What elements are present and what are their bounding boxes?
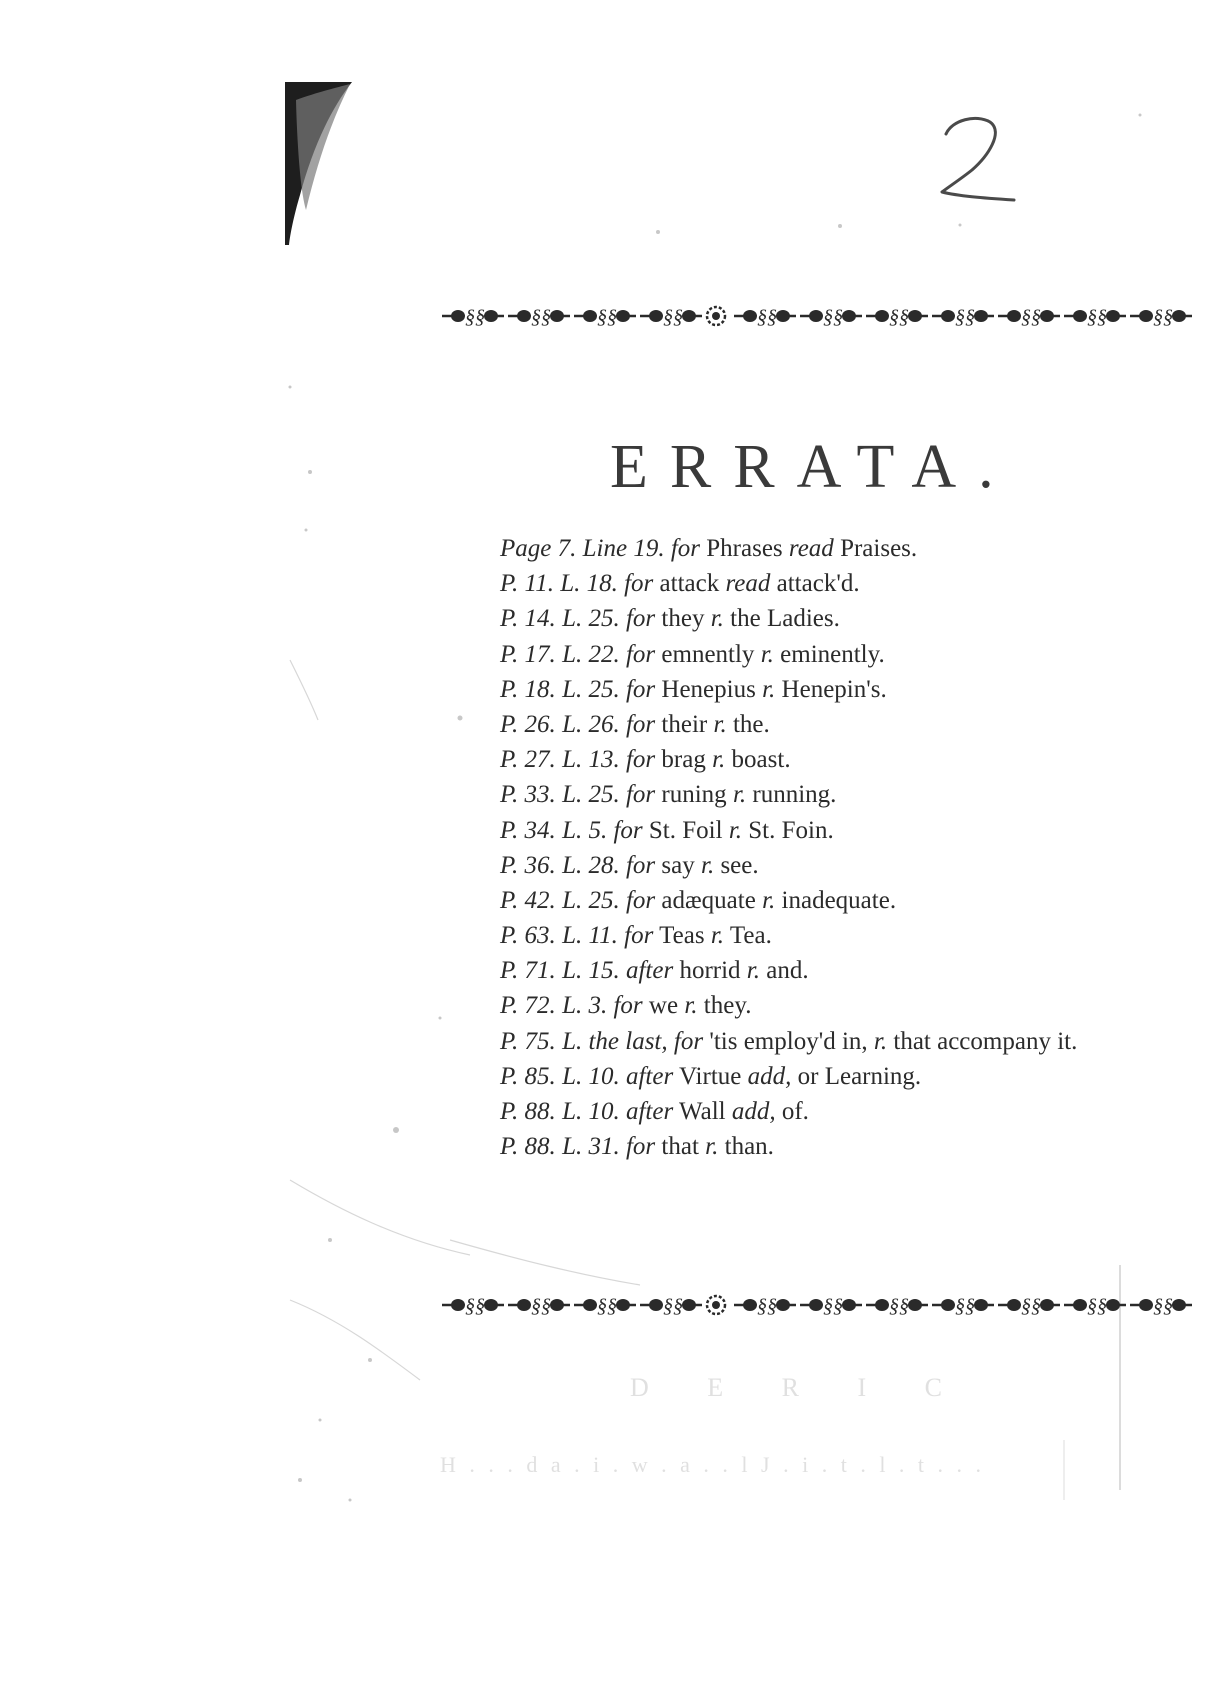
errata-entry: P. 14. L. 25. for they r. the Ladies. [500,605,840,633]
top-ornament-band [440,303,1196,329]
errata-entry: P. 42. L. 25. for adæquate r. inadequate. [500,886,897,914]
errata-entry: P. 34. L. 5. for St. Foil r. St. Foin. [500,816,834,844]
errata-entry: P. 75. L. the last, for 'tis employ'd in, r. that accompany it. [500,1027,1078,1055]
errata-entry: P. 33. L. 25. for runing r. running. [500,781,837,809]
errata-entry: P. 36. L. 28. for say r. see. [500,851,759,879]
svg-text:H . . . d a . i . w . a . . l: H . . . d a . i . w . a . . l J . i . t . l . t . . . [440,1452,986,1477]
errata-entry: P. 71. L. 15. after horrid r. and. [500,957,809,985]
bottom-ornament-band [440,1292,1196,1318]
errata-entry: P. 27. L. 13. for brag r. boast. [500,746,791,774]
errata-heading: ERRATA. [610,433,1016,501]
errata-entry: P. 11. L. 18. for attack read attack'd. [500,570,860,598]
errata-entry: P. 18. L. 25. for Henepius r. Henepin's. [500,675,887,703]
errata-entry: P. 26. L. 26. for their r. the. [500,710,770,738]
svg-text:D E R I C: D E R I C [630,1373,968,1402]
errata-entry: P. 63. L. 11. for Teas r. Tea. [500,922,772,950]
errata-entry: P. 17. L. 22. for emnently r. eminently. [500,640,885,668]
errata-entry: Page 7. Line 19. for Phrases read Praises. [500,535,918,562]
errata-list [500,531,1077,1164]
errata-entry: P. 85. L. 10. after Virtue add, or Learning. [500,1062,922,1090]
errata-entry: P. 72. L. 3. for we r. they. [500,992,752,1020]
handwritten-page-number [938,112,1018,212]
errata-entry: P. 88. L. 10. after Wall add, of. [500,1098,809,1125]
errata-entry: P. 88. L. 31. for that r. than. [500,1133,774,1161]
